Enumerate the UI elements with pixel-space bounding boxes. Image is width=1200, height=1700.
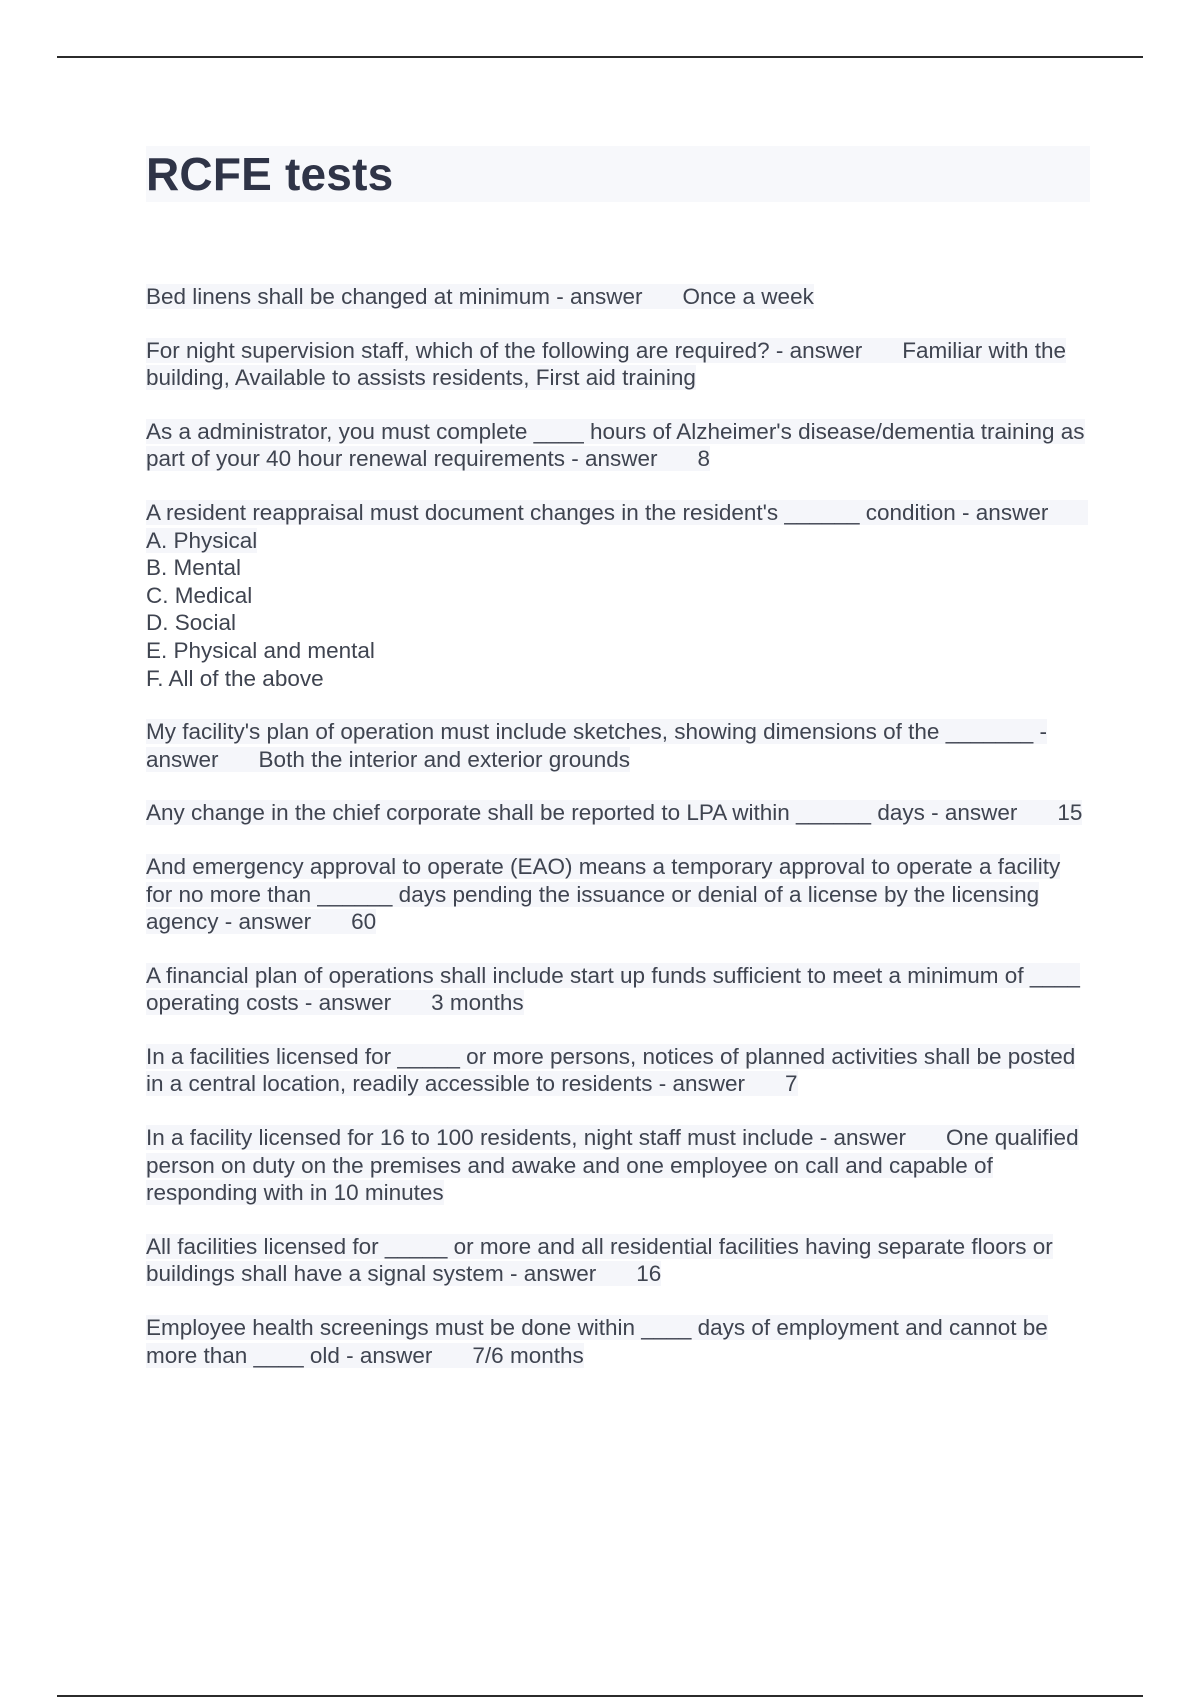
answer-text: Familiar with the building, Available to assists residents, First aid training	[146, 337, 1066, 391]
qa-item	[146, 799, 1090, 827]
answer-text: Once a week	[682, 284, 814, 309]
question-text: All facilities licensed for _____ or more and all residential facilities having separate floors or buildings shall have a signal system - answer	[146, 1233, 1053, 1287]
qa-item	[146, 853, 1090, 936]
answer-text: A. Physical	[146, 527, 258, 553]
document-title: RCFE tests	[146, 146, 1090, 202]
answer-text: 60	[351, 909, 377, 935]
answer-text: 3 months	[431, 990, 524, 1016]
question-text: A resident reappraisal must document changes in the resident's ______ condition - answer	[146, 499, 1049, 525]
answer-option: F. All of the above	[146, 665, 324, 691]
qa-item	[146, 718, 1090, 773]
answer-text: 16	[636, 1261, 662, 1287]
qa-item	[146, 418, 1090, 473]
qa-item	[146, 1233, 1090, 1288]
question-text: In a facilities licensed for _____ or more persons, notices of planned activities shall be posted in a central location, readily accessible to residents - answer	[146, 1043, 1076, 1097]
answer-option: D. Social	[146, 610, 237, 636]
answer-text: Both the interior and exterior grounds	[258, 746, 631, 772]
answer-text: 15	[1057, 800, 1083, 826]
qa-item	[146, 1043, 1090, 1098]
answer-option: E. Physical and mental	[146, 637, 375, 663]
answer-option: C. Medical	[146, 582, 253, 608]
answer-text: 7/6 months	[472, 1342, 584, 1368]
question-text: Employee health screenings must be done within ____ days of employment and cannot be more than ____ old - answer	[146, 1315, 1048, 1368]
qa-item	[146, 1124, 1090, 1207]
question-text: My facility's plan of operation must include sketches, showing dimensions of the _______ - answer	[146, 719, 1048, 772]
question-text: A financial plan of operations shall include start up funds sufficient to meet a minimum of ____ operating costs - answer	[146, 962, 1080, 1016]
question-text: As a administrator, you must complete ____ hours of Alzheimer's disease/dementia training as part of your 40 hour renewal requirements - answer	[146, 418, 1085, 472]
qa-item	[146, 283, 1090, 311]
question-text: Any change in the chief corporate shall be reported to LPA within ______ days - answer	[146, 800, 1018, 826]
qa-list	[146, 283, 1090, 1395]
question-text: And emergency approval to operate (EAO) means a temporary approval to operate a facility for no more than ______ days pending the issuance or denial of a license by the licensing agency - answer	[146, 853, 1061, 935]
answer-text: One qualified person on duty on the premises and awake and one employee on call and capable of responding with in 10 minutes	[146, 1125, 1079, 1206]
qa-item	[146, 499, 1090, 692]
qa-item	[146, 962, 1090, 1017]
qa-item	[146, 337, 1090, 392]
question-text: Bed linens shall be changed at minimum - answer	[146, 284, 643, 309]
question-text: In a facility licensed for 16 to 100 residents, night staff must include - answer	[146, 1125, 906, 1151]
qa-item	[146, 1314, 1090, 1369]
answer-text: 8	[697, 446, 711, 472]
top-rule	[57, 56, 1143, 58]
question-text: For night supervision staff, which of the following are required? - answer	[146, 337, 863, 363]
bottom-rule	[57, 1695, 1143, 1697]
answer-text: 7	[785, 1071, 798, 1097]
answer-option: B. Mental	[146, 555, 242, 581]
